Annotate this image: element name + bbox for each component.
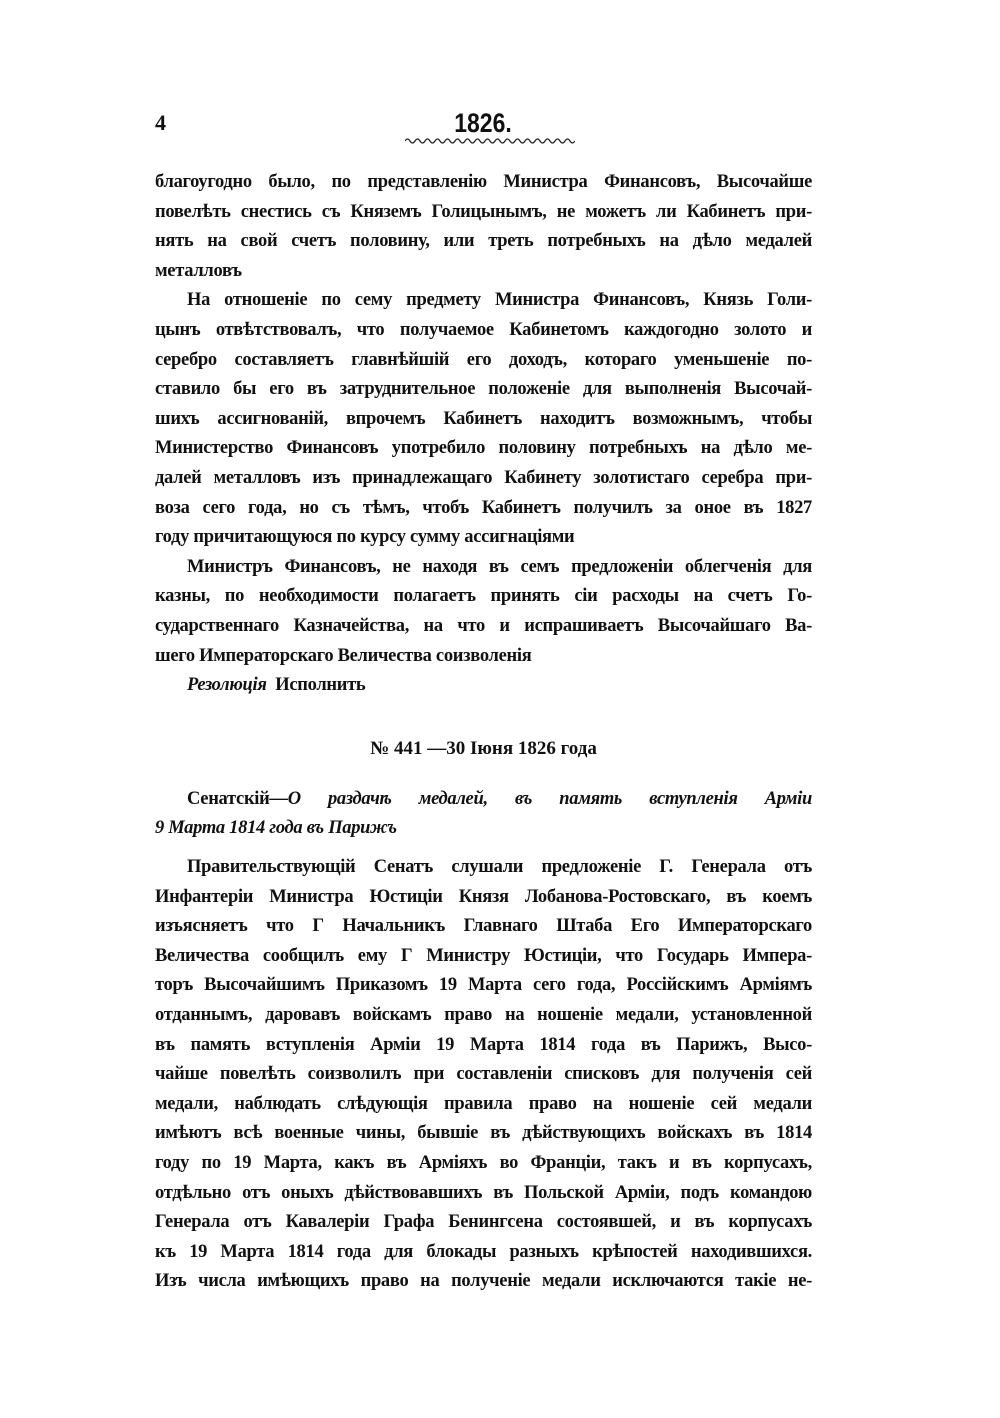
text-line: изъясняетъ что Г Начальникъ Главнаго Штаба Его Императорскаго bbox=[155, 916, 812, 937]
text-line: Министръ Финансовъ, не находя въ семъ предложеніи облегченія для bbox=[187, 556, 812, 577]
text-line: Изъ числа имѣющихъ право на полученіе медали исключаются такіе не- bbox=[155, 1271, 812, 1292]
text-line: Правительствующій Сенатъ слушали предложеніе Г. Генерала отъ bbox=[187, 857, 812, 877]
text-line: цынъ отвѣтствовалъ, что получаемое Кабинетомъ каждогодно золото и bbox=[155, 319, 812, 340]
text-line: казны, по необходимости полагаетъ принять сіи расходы на счетъ Го- bbox=[155, 586, 812, 607]
resolution bbox=[155, 671, 812, 701]
text-line: Генерала отъ Кавалеріи Графа Бенингсена состоявшей, и въ корпусахъ bbox=[155, 1212, 812, 1233]
text-line: металловъ bbox=[155, 260, 242, 281]
page-number: 4 bbox=[155, 110, 166, 135]
text-line: На отношеніе по сему предмету Министра Финансовъ, Князь Голи- bbox=[187, 290, 812, 311]
text-line: имѣютъ всѣ военные чины, бывшіе въ дѣйствующихъ войскахъ въ 1814 bbox=[155, 1123, 812, 1144]
document-heading: № 441 —30 Іюня 1826 года bbox=[370, 738, 597, 759]
text-line: благоугодно было, по представленію Министра Финансовъ, Высочайше bbox=[155, 172, 812, 192]
text-line: медали, наблюдать слѣдующія правила право на ношеніе сей медали bbox=[155, 1093, 812, 1114]
text-line: Величества сообщилъ ему Г Министру Юстиціи, что Государь Импера- bbox=[155, 945, 812, 966]
text-line: отдѣльно отъ оныхъ дѣйствовавшихъ въ Польской Арміи, подъ командою bbox=[155, 1182, 812, 1203]
text-line: ставило бы его въ затруднительное положеніе для выполненія Высочай- bbox=[155, 379, 812, 400]
text-line: повелѣть снестись съ Княземъ Голицынымъ, не можетъ ли Кабинетъ при- bbox=[155, 201, 812, 222]
text-line: Министерство Финансовъ употребило половину потребныхъ на дѣло ме- bbox=[155, 438, 812, 459]
text-line: Инфантеріи Министра Юстиціи Князя Лобанова-Ростовскаго, въ коемъ bbox=[155, 886, 812, 907]
text-line: далей металловъ изъ принадлежащаго Кабинету золотистаго серебра при- bbox=[155, 467, 812, 488]
title-line bbox=[155, 785, 812, 815]
paragraph bbox=[155, 553, 812, 671]
text-line: къ 19 Марта 1814 года для блокады разныхъ крѣпостей находившихся. bbox=[155, 1241, 812, 1262]
senate-label: Сенатскій bbox=[187, 789, 270, 809]
paragraph bbox=[155, 286, 812, 552]
paragraph bbox=[155, 168, 812, 286]
text-line: году причитающуюся по курсу сумму ассигнацiями bbox=[155, 527, 575, 548]
document-title bbox=[155, 785, 812, 842]
text-line: сударственнаго Казначейства, на что и испрашиваетъ Высочайшаго Ва- bbox=[155, 615, 812, 636]
page-year-header: 1826. bbox=[454, 108, 512, 138]
resolution-text: Исполнить bbox=[275, 675, 366, 696]
title-text: —О раздачѣ медалей, въ память вступленія Арміи bbox=[269, 789, 812, 809]
wavy-rule bbox=[405, 136, 575, 146]
text-line: году по 19 Марта, какъ въ Арміяхъ во Франціи, такъ и въ корпусахъ, bbox=[155, 1152, 812, 1173]
text-line: шего Императорскаго Величества соизволенія bbox=[155, 645, 532, 666]
text-line: воза сего года, но съ тѣмъ, чтобъ Кабинетъ получилъ за оное въ 1827 bbox=[155, 497, 812, 518]
text-line: отданнымъ, даровавъ войскамъ право на ношеніе медали, установленной bbox=[155, 1004, 812, 1025]
text-line: нять на свой счетъ половину, или треть потребныхъ на дѣло медалей bbox=[155, 231, 812, 252]
part2-body bbox=[155, 853, 812, 1297]
text-line: шихъ ассигнованій, впрочемъ Кабинетъ находитъ возможнымъ, чтобы bbox=[155, 408, 812, 429]
resolution-label: Резолюція bbox=[187, 675, 267, 696]
text-line: въ память вступленія Арміи 19 Марта 1814 года въ Парижъ, Высо- bbox=[155, 1034, 812, 1055]
title-line: 9 Марта 1814 года въ Парижъ bbox=[155, 817, 397, 838]
text-line: серебро составляетъ главнѣйшій его доходъ, котораго уменьшеніе по- bbox=[155, 349, 812, 370]
text-line: чайше повелѣть соизволилъ при составленіи списковъ для полученія сей bbox=[155, 1064, 812, 1085]
part1-text bbox=[155, 168, 812, 701]
text-line: торъ Высочайшимъ Приказомъ 19 Марта сего года, Россійскимъ Арміямъ bbox=[155, 975, 812, 996]
